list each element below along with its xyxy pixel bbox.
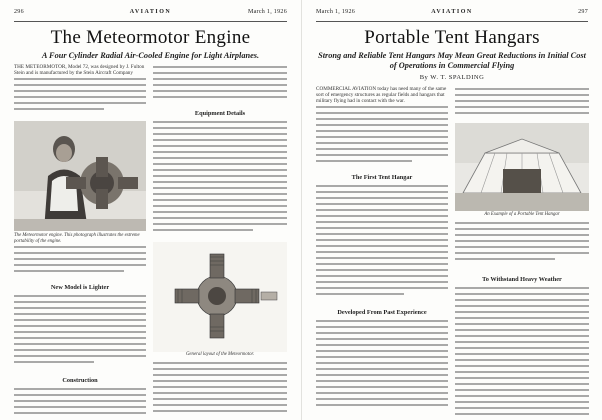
left-col2-text-block-a (153, 64, 287, 102)
right-issue-date: March 1, 1926 (316, 9, 356, 15)
left-running-head (14, 9, 287, 19)
left-col2-text-block-b (153, 119, 287, 237)
left-subhead-new-model: New Model is Lighter (50, 284, 110, 292)
right-page (301, 0, 602, 420)
right-col2-text-block-a (455, 86, 589, 118)
left-subhead-equipment: Equipment Details (194, 110, 246, 117)
right-headline: Portable Tent Hangars (364, 27, 540, 48)
tent-photo-caption: An Example of a Portable Tent Hangar (484, 212, 560, 217)
right-subhead-developed: Developed From Past Experience (337, 309, 427, 316)
tent-hangar-photo (455, 123, 589, 211)
right-byline: By W. T. SPALDING (419, 74, 485, 81)
right-page-number: 297 (578, 9, 588, 15)
right-subhead-first-tent: The First Tent Hangar (351, 174, 413, 181)
left-head-rule (14, 21, 287, 22)
left-page-number: 296 (14, 9, 24, 15)
right-subhead-withstand: To Withstand Heavy Weather (482, 275, 562, 283)
left-headline: The Meteormotor Engine (50, 27, 251, 48)
right-deck: Strong and Reliable Tent Hangars May Mean Great Reductions in Initial Cost of Operations in Commercial Flying (318, 51, 586, 70)
left-deck: A Four Cylinder Radial Air-Cooled Engine for Light Airplanes. (41, 51, 260, 60)
left-opening-text: THE METEORMOTOR, Model 72, was designed by J. Fulton Stein and is manufactured by the Stein Aircraft Company (14, 64, 145, 76)
left-subhead-construction: Construction (62, 377, 98, 385)
diagram-caption: General layout of the Meteormotor. (185, 352, 255, 357)
right-column-1 (316, 86, 448, 416)
right-col2-text-block-c (455, 285, 589, 416)
right-column-2 (455, 86, 589, 416)
right-col1-text-block-b (316, 183, 448, 301)
right-col1-text-block-c (316, 318, 448, 414)
right-col2-text-block-b (455, 218, 589, 268)
right-col1-text-block-a (316, 104, 448, 166)
left-issue-date: March 1, 1926 (247, 9, 287, 15)
left-column-2 (153, 64, 287, 416)
engine-portability-photo (14, 121, 146, 231)
left-column-1 (14, 64, 146, 416)
left-col1-text-block-d (14, 386, 146, 416)
right-magazine-title: AVIATION (431, 9, 473, 15)
engine-photo-caption: The Meteormotor engine. This photograph illustrates the extreme portability of the engine. (14, 233, 140, 244)
left-magazine-title: AVIATION (129, 9, 172, 15)
engine-layout-diagram (153, 242, 287, 352)
right-opening-text: COMMERCIAL AVIATION today has need many of the same sort of emergency structures as regular fields and hangars that military flying had in contact with the war. (316, 86, 447, 104)
left-col1-text-block-a (14, 76, 146, 116)
right-head-rule (316, 21, 588, 22)
left-col1-text-block-b (14, 244, 146, 276)
left-col2-text-block-c (153, 358, 287, 416)
left-col1-text-block-c (14, 293, 146, 369)
right-running-head (316, 9, 588, 19)
